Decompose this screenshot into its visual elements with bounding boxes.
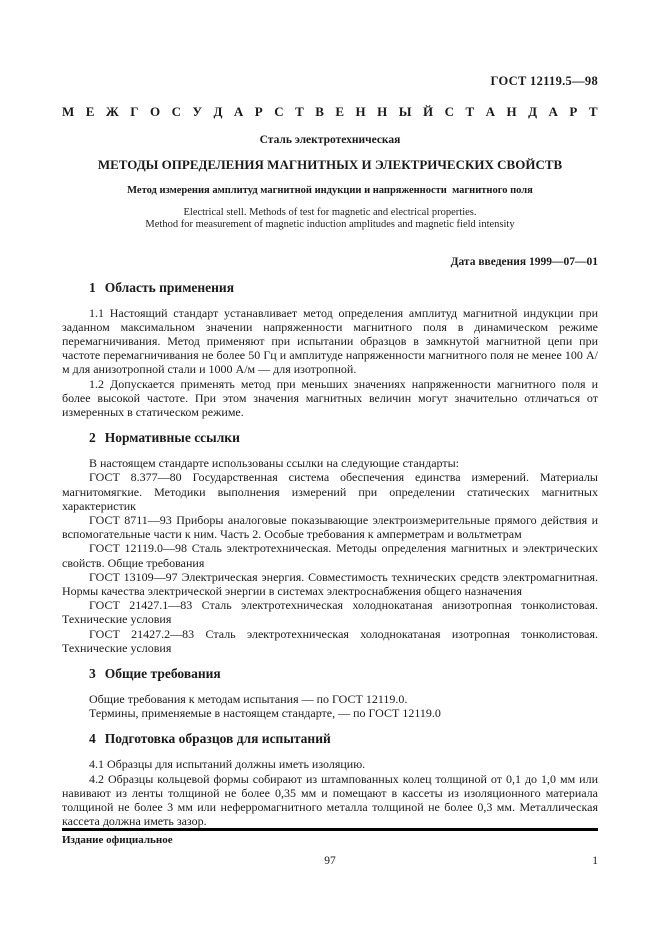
paragraph: Общие требования к методам испытания — по ГОСТ 12119.0. <box>89 692 408 707</box>
title-english-line1: Electrical stell. Methods of test for magnetic and electrical properties. <box>183 207 477 218</box>
subject-title: Сталь электротехническая <box>259 134 401 146</box>
paragraph: ГОСТ 12119.0—98 Сталь электротехническая. Методы определения магнитных и электрических свойств. Общие требования <box>62 541 598 570</box>
paragraph: ГОСТ 21427.2—83 Сталь электротехническая холоднокатаная изотропная тонколистовая. Технические условия <box>62 626 598 655</box>
paragraph: 1.2 Допускается применять метод при меньших значениях напряженности магнитного поля и более высокой частоте. При этом значения магнитных величин могут значительно отличаться от измеренных в статическом режиме. <box>62 376 598 420</box>
section-heading-sample-preparation <box>89 731 598 747</box>
paragraph: ГОСТ 8.377—80 Государственная система обеспечения единства измерений. Материалы магнитомягкие. Методики выполнения измерений при определении статических магнитных характеристик <box>62 470 598 513</box>
paragraph: В настоящем стандарте использованы ссылки на следующие стандарты: <box>89 456 460 471</box>
sheet-number: 1 <box>592 855 598 868</box>
standard-category-line: М Е Ж Г О С У Д А Р С Т В Е Н Н Ы Й С Т А Н Д А Р Т <box>62 104 598 119</box>
section-number: 2 <box>89 430 96 446</box>
paragraph: 4.2 Образцы кольцевой формы собирают из штампованных колец толщиной от 0,1 до 1,0 мм или навивают из ленты толщиной не более 0,35 мм и помещают в кассеты из изоляционного материала толщиной не более 3 мм или неферромагнитного металла толщиной не более 0,3 мм. Металлическая кассета должна иметь зазор. <box>62 771 598 829</box>
paragraph: 4.1 Образцы для испытаний должны иметь изоляцию. <box>89 757 366 772</box>
effective-date: Дата введения 1999—07—01 <box>450 255 598 268</box>
paragraph: Термины, применяемые в настоящем стандарте, — по ГОСТ 12119.0 <box>89 706 441 721</box>
section-number: 3 <box>89 666 96 682</box>
section-number: 4 <box>89 731 96 747</box>
paragraph: ГОСТ 13109—97 Электрическая энергия. Совместимость технических средств электромагнитная. Нормы качества электрической энергии в системах электроснабжения общего назначения <box>62 569 598 599</box>
section-heading-scope <box>89 280 598 296</box>
page-number-row <box>62 854 598 868</box>
title-english-line2: Method for measurement of magnetic induction amplitudes and magnetic field intensity <box>145 218 515 230</box>
document-title: МЕТОДЫ ОПРЕДЕЛЕНИЯ МАГНИТНЫХ И ЭЛЕКТРИЧЕСКИХ СВОЙСТВ <box>97 157 563 172</box>
section-title: Общие требования <box>104 666 221 682</box>
section-title: Область применения <box>104 279 235 295</box>
doc-code: ГОСТ 12119.5—98 <box>490 74 598 88</box>
page-footer <box>62 828 598 868</box>
method-subtitle: Метод измерения амплитуд магнитной индукции и напряженности магнитного поля <box>127 185 533 196</box>
section-title: Подготовка образцов для испытаний <box>104 731 331 747</box>
paragraph: ГОСТ 21427.1—83 Сталь электротехническая холоднокатаная анизотропная тонколистовая. Технические условия <box>62 598 598 627</box>
official-edition-note: Издание официальное <box>62 834 173 847</box>
section-body-sample-preparation <box>62 757 598 828</box>
section-body-general-requirements <box>62 692 598 720</box>
title-english <box>62 207 598 231</box>
section-heading-general-requirements <box>89 666 598 682</box>
section-heading-normative-references <box>89 430 598 446</box>
paragraph: ГОСТ 8711—93 Приборы аналоговые показывающие электроизмерительные прямого действия и вспомогательные части к ним. Часть 2. Особые требования к амперметрам и вольтметрам <box>62 513 598 542</box>
page-number: 97 <box>324 855 336 868</box>
paragraph: 1.1 Настоящий стандарт устанавливает метод определения амплитуд магнитной индукции при заданном максимальном значении напряженности магнитного поля в динамическом режиме перемагничивания. Метод применяют при испытании образцов в замкнутой магнитной цепи при частоте перемагничивания не более 50 Гц и амплитуде напряженности магнитного поля не менее 100 А/м для анизотропной стали и 1000 А/м — для изотропной. <box>62 305 598 377</box>
section-number: 1 <box>89 279 96 295</box>
section-body-normative-references <box>62 456 598 655</box>
footer-rule <box>62 828 598 831</box>
section-body-scope <box>62 306 598 420</box>
section-title: Нормативные ссылки <box>104 430 240 446</box>
